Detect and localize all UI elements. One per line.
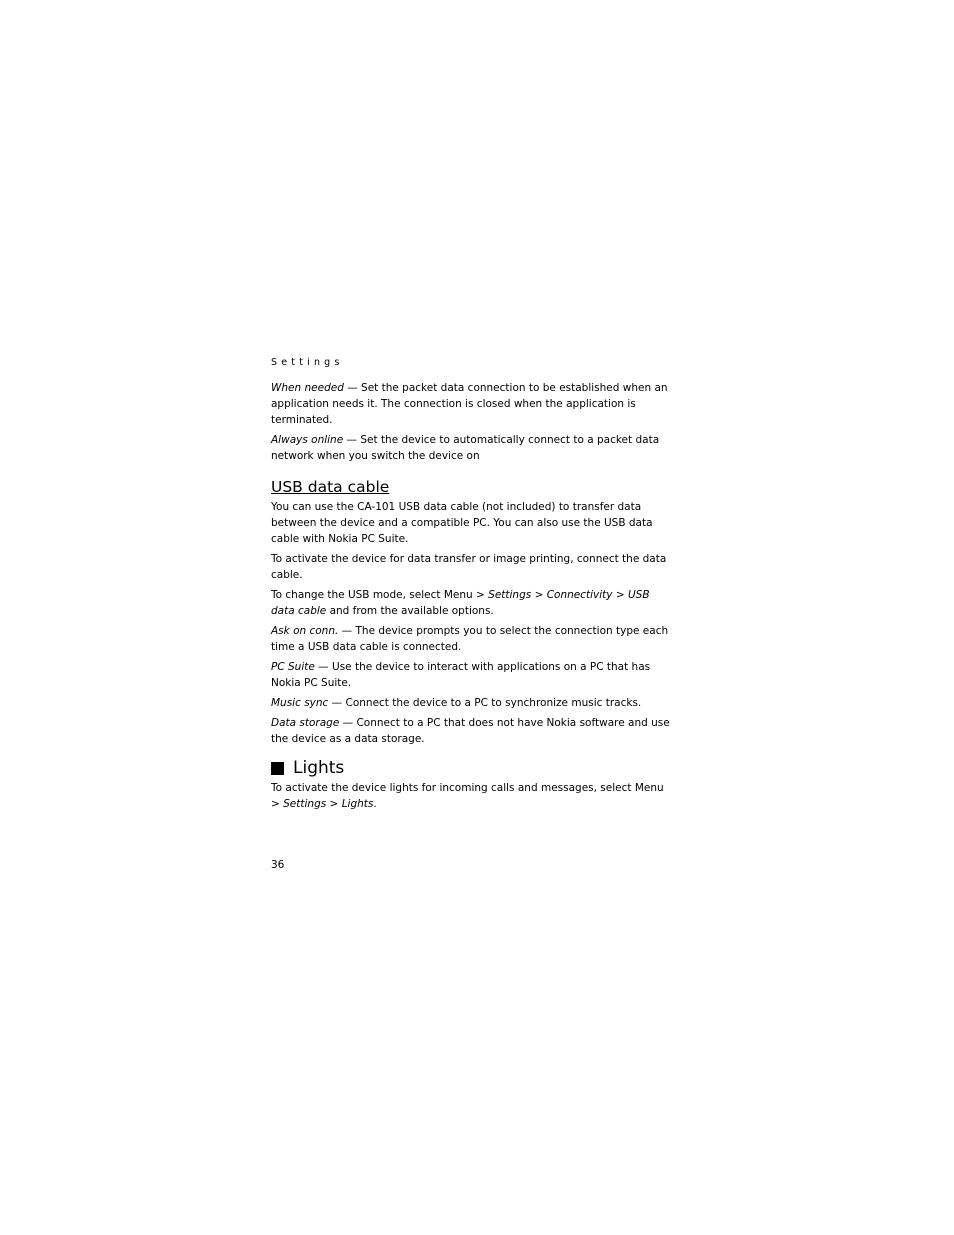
usb-data-cable-path: USB data cable	[271, 589, 650, 617]
lights-heading	[271, 757, 671, 779]
text-ask-on-conn: — The device prompts you to select the connection type each time a USB data cable is connected.	[271, 625, 669, 653]
usb-data-cable-heading: USB data cable	[271, 478, 390, 496]
lights-path: Lights	[341, 798, 374, 810]
text-music-sync: — Connect the device to a PC to synchronize music tracks.	[328, 697, 642, 709]
option-music-sync	[271, 695, 671, 711]
option-pc-suite	[271, 659, 671, 691]
separator: >	[531, 589, 547, 601]
option-data-storage	[271, 715, 671, 747]
lights-prefix: To activate the device lights for incoming calls and messages, select	[271, 782, 635, 794]
lights-paragraph	[271, 780, 671, 812]
page-content	[271, 356, 671, 816]
connectivity-path: Connectivity	[546, 589, 613, 601]
settings-path: Settings	[488, 589, 532, 601]
separator: >	[472, 589, 489, 601]
term-pc-suite: PC Suite	[271, 661, 315, 673]
term-music-sync: Music sync	[271, 697, 329, 709]
separator: >	[271, 798, 284, 810]
menu-keyword: Menu	[634, 782, 664, 794]
term-always-online: Always online	[271, 434, 344, 446]
section-square-icon	[271, 762, 284, 775]
term-data-storage: Data storage	[271, 717, 340, 729]
lights-heading-text: Lights	[293, 758, 345, 778]
separator: >	[326, 798, 342, 810]
usb-intro-paragraph: You can use the CA-101 USB data cable (not included) to transfer data between the device and a compatible PC. You can also use the USB data cable with Nokia PC Suite.	[271, 501, 653, 545]
option-ask-on-conn	[271, 623, 671, 655]
text-always-online: — Set the device to automatically connect to a packet data network when you switch the device on	[271, 434, 660, 462]
menu-keyword: Menu	[443, 589, 473, 601]
settings-path: Settings	[283, 798, 327, 810]
usb-mode-prefix: To change the USB mode, select	[271, 589, 444, 601]
text-pc-suite: — Use the device to interact with applications on a PC that has Nokia PC Suite.	[271, 661, 651, 689]
paragraph-when-needed	[271, 380, 671, 428]
lights-suffix: .	[373, 798, 377, 810]
paragraph-always-online	[271, 432, 671, 464]
usb-activate-paragraph: To activate the device for data transfer or image printing, connect the data cable.	[271, 553, 667, 581]
page-number: 36	[271, 859, 285, 871]
text-data-storage: — Connect to a PC that does not have Nokia software and use the device as a data storage.	[271, 717, 670, 745]
separator: >	[612, 589, 628, 601]
usb-mode-suffix: and from the available options.	[326, 605, 494, 617]
term-when-needed: When needed	[271, 382, 344, 394]
running-head: Settings	[271, 357, 344, 368]
text-when-needed: — Set the packet data connection to be established when an application needs it. The connection is closed when the application is terminated.	[271, 382, 668, 426]
term-ask-on-conn: Ask on conn.	[271, 625, 339, 637]
usb-mode-paragraph	[271, 587, 671, 619]
